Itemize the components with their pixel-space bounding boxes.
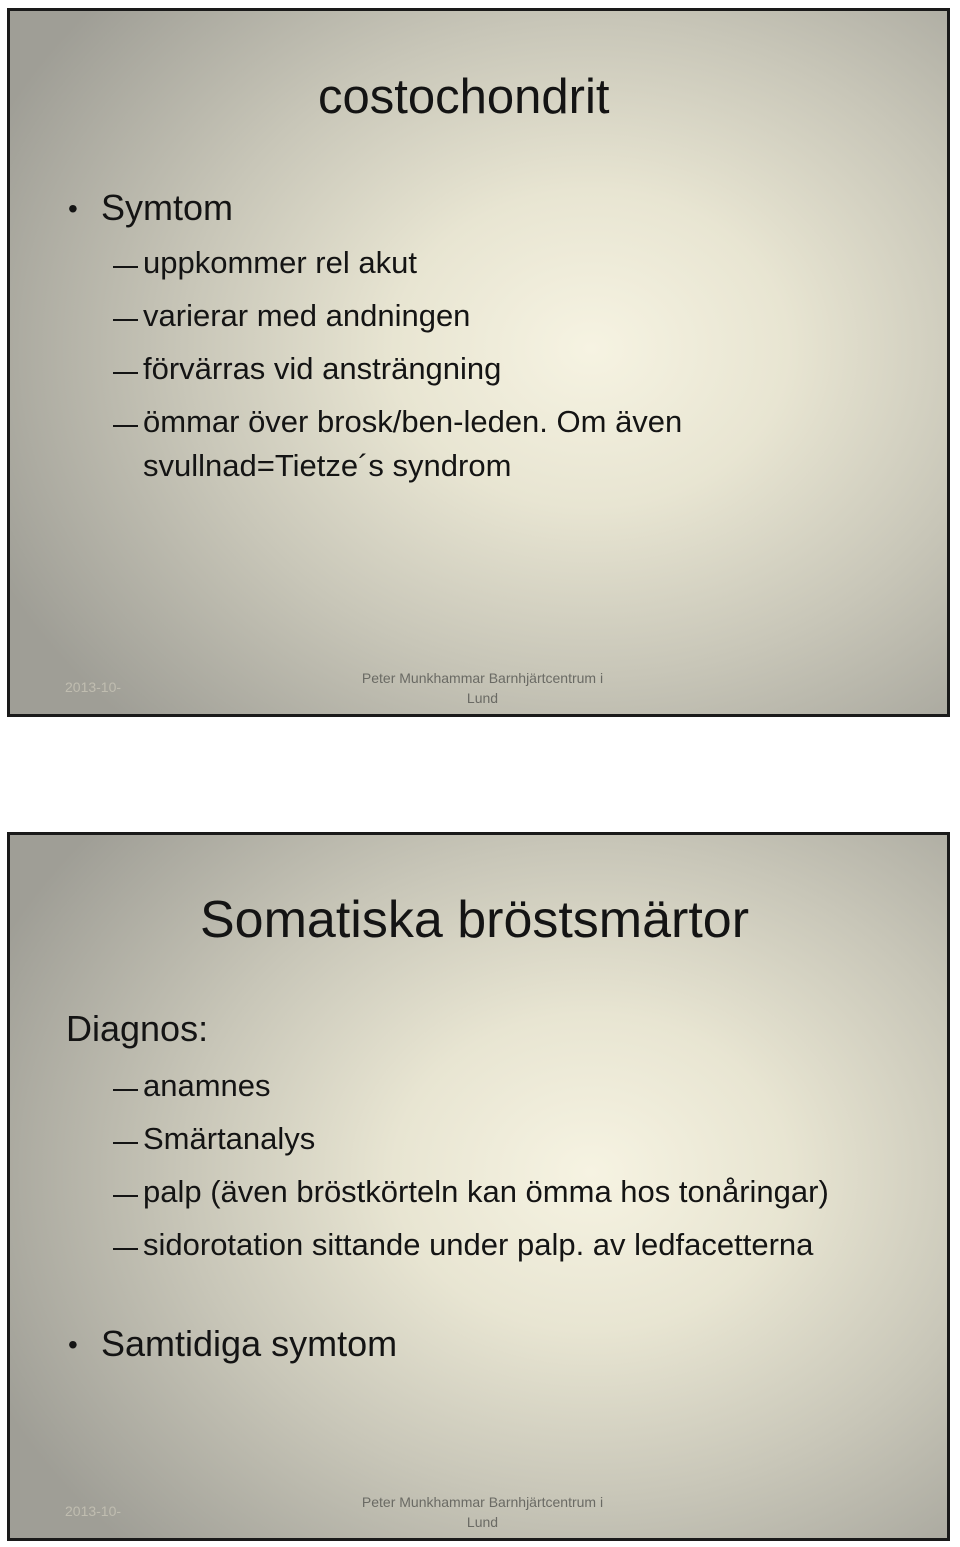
sub-item-text: ömmar över brosk/ben-leden. Om även xyxy=(143,404,683,439)
sub-item xyxy=(143,298,470,334)
sub-item xyxy=(143,404,682,440)
slide-date: 2013-10- xyxy=(65,679,122,695)
sub-item-text: förvärras vid ansträngning xyxy=(143,351,502,386)
bullet-item xyxy=(68,187,234,229)
slide-footer xyxy=(330,1492,635,1532)
bullet-icon: • xyxy=(68,1329,78,1360)
slide-costochondrit xyxy=(7,8,950,717)
sub-item-text: palp (även bröstkörteln kan ömma hos tonåringar) xyxy=(143,1174,829,1209)
section-heading: Diagnos: xyxy=(66,1008,209,1049)
sub-item-text: Smärtanalys xyxy=(143,1121,316,1156)
sub-item xyxy=(143,1227,813,1263)
sub-item-text: anamnes xyxy=(143,1068,271,1103)
footer-line: Peter Munkhammar Barnhjärtcentrum i xyxy=(361,670,604,686)
bullet-text: Samtidiga symtom xyxy=(101,1323,398,1364)
footer-line: Lund xyxy=(466,690,499,706)
sub-item xyxy=(143,351,501,387)
slide-title: Somatiska bröstsmärtor xyxy=(200,891,750,949)
dash-icon xyxy=(113,1089,138,1091)
sub-item-text: sidorotation sittande under palp. av ledfacetterna xyxy=(143,1227,814,1262)
sub-item-text: uppkommer rel akut xyxy=(143,245,417,280)
dash-icon xyxy=(113,425,138,427)
slide-footer xyxy=(330,668,635,708)
dash-icon xyxy=(113,319,138,321)
sub-item xyxy=(143,245,417,281)
footer-line: Lund xyxy=(466,1514,499,1530)
dash-icon xyxy=(113,1248,138,1250)
sub-item xyxy=(143,1174,829,1210)
dash-icon xyxy=(113,266,138,268)
dash-icon xyxy=(113,1195,138,1197)
slide-title: costochondrit xyxy=(318,70,610,124)
bullet-icon: • xyxy=(68,193,78,224)
slide-somatiska-brostsmartor xyxy=(7,832,950,1541)
sub-item-text: svullnad=Tietze´s syndrom xyxy=(143,448,512,483)
bullet-text: Symtom xyxy=(101,187,234,228)
sub-item xyxy=(143,1121,315,1157)
bullet-item xyxy=(68,1323,398,1365)
sub-item-text: varierar med andningen xyxy=(143,298,471,333)
dash-icon xyxy=(113,1142,138,1144)
sub-item-continuation xyxy=(143,448,511,484)
footer-line: Peter Munkhammar Barnhjärtcentrum i xyxy=(361,1494,604,1510)
slide-date: 2013-10- xyxy=(65,1503,122,1519)
dash-icon xyxy=(113,372,138,374)
sub-item xyxy=(143,1068,271,1104)
